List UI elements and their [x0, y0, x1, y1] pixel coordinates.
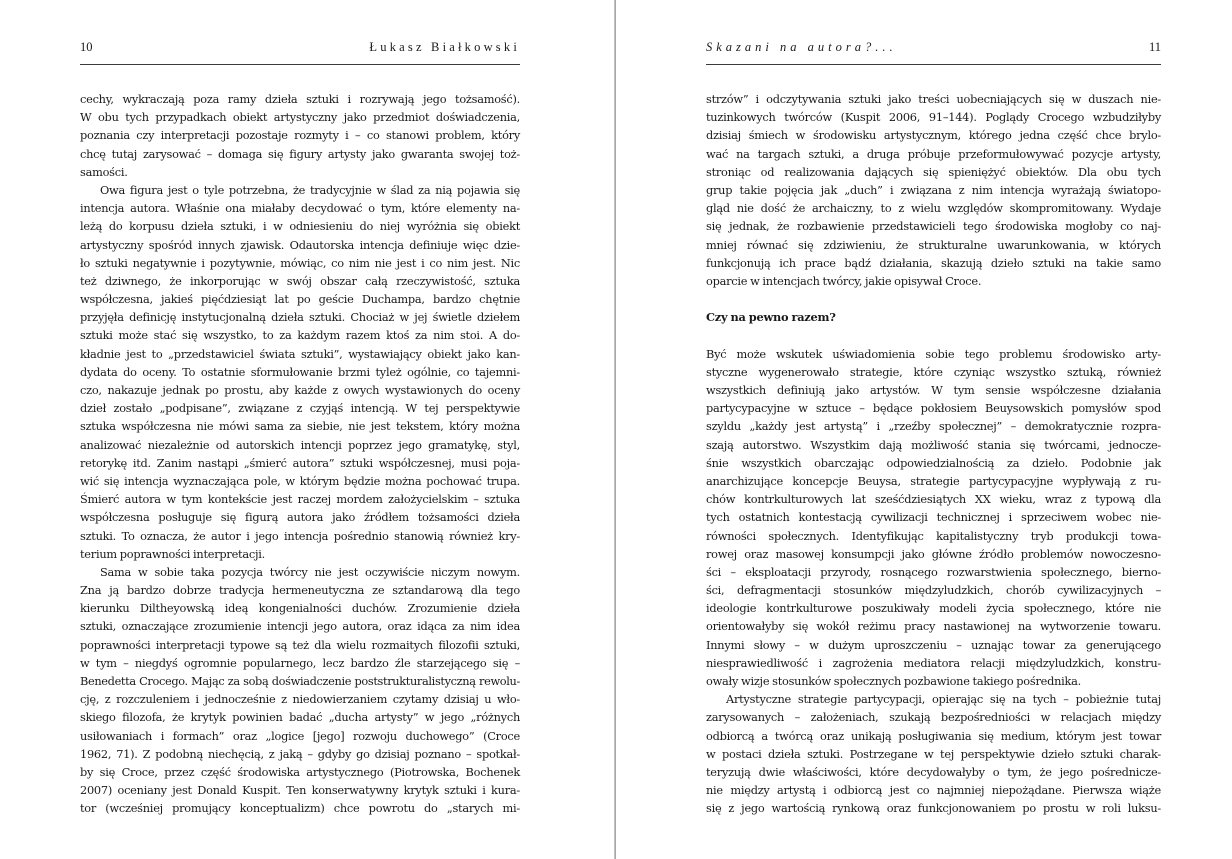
text-line: funkcjonują ich prace bądź działania, skazują dzieło sztuki na takie samo	[706, 255, 1161, 270]
text-line: rowej oraz masowej konsumpcji jako główne źródło problemów nowoczesno-	[706, 546, 1161, 561]
text-line: teryzują dwie właściwości, które decydowałyby o tym, że jego pośrednicze-	[706, 764, 1161, 779]
left-page	[0, 0, 615, 859]
page-number: 11	[1148, 40, 1161, 54]
text-line: cję, z rozczuleniem i jednocześnie z niedowierzaniem czytamy dzisiaj u wło-	[80, 692, 520, 707]
text-line: 2007) oceniany jest Donald Kuspit. Ten konserwatywny krytyk sztuki i kura-	[80, 783, 520, 798]
right-page	[616, 0, 1231, 859]
text-line: dydata do oceny. To ostatnie sformułowanie brzmi tyleż ogólnie, co tajemni-	[80, 364, 520, 379]
text-line: by się Croce, przez część środowiska artystycznego (Piotrowska, Bochenek	[80, 764, 520, 779]
text-line: szają autorstwo. Wszystkim dają możliwość stania się twórcami, jednocze-	[706, 437, 1161, 452]
text-line: współczesna, jakieś pięćdziesiąt lat po geście Duchampa, bardzo chętnie	[80, 292, 520, 307]
text-line: Być może wskutek uświadomienia sobie tego problemu środowisko arty-	[706, 346, 1161, 361]
text-line: Śmierć autora w tym kontekście jest raczej mordem założycielskim – sztuka	[80, 492, 520, 507]
text-line: leżą do korpusu dzieła sztuki, i w odniesieniu do niej wyróżnia się obiekt	[80, 219, 520, 234]
text-line: cechy, wykraczają poza ramy dzieła sztuki i rozrywają jego tożsamość).	[80, 92, 520, 106]
text-line: śnie wszystkich obarczając odpowiedzialnością za dzieło. Podobnie jak	[706, 455, 1161, 470]
text-line: czo, nakazuje jednak po prostu, aby każde z owych wystawionych do oceny	[80, 383, 520, 397]
text-line: tor (wcześniej promujący konceptualizm) chce powrotu do „starych mi-	[80, 801, 520, 816]
text-line: wić się intencja wyznaczająca pole, w którym będzie można pochować trupa.	[80, 473, 520, 488]
text-line: samości.	[80, 164, 128, 179]
text-line: tuzinkowych twórców (Kuspit 2006, 91–144). Poglądy Crocego wzbudziłyby	[706, 110, 1161, 125]
section-heading: Czy na pewno razem?	[706, 310, 836, 325]
text-line: tych ostatnich kontestacją cywilizacji technicznej i sprzeciwem wobec nie-	[706, 510, 1161, 525]
text-line: anarchizujące koncepcje Beuysa, strategie partycypacyjne wypływają z ru-	[706, 473, 1161, 488]
text-line: Zna ją bardzo dobrze tradycja hermeneutyczna ze sztandarową dla tego	[80, 583, 520, 598]
text-line: stroniąc od realizowania dających się spieniężyć obiektów. Dla obu tych	[706, 164, 1161, 179]
text-line: szyldu „każdy jest artystą” i „rzeźby społecznej” – demokratycznie rozpra-	[706, 419, 1161, 434]
text-line: kierunku Diltheyowską ideą kongenialności duchów. Zrozumienie dzieła	[80, 601, 520, 616]
text-line: gląd nie dość że archaiczny, to z wielu względów skompromitowany. Wydaje	[706, 201, 1161, 216]
text-line: usiłowaniach i formach” oraz „logice [jego] rozwoju duchowego” (Croce	[80, 728, 520, 743]
text-line: niesprawiedliwość i zagrożenia mediatora relacji międzyludzkich, konstru-	[706, 655, 1161, 670]
text-line: sztuka współczesna nie mówi sama za siebie, nie jest tekstem, który można	[80, 419, 520, 434]
header-rule	[706, 64, 1161, 65]
text-line: terium poprawności interpretacji.	[80, 546, 265, 561]
running-head-title: Skazani na autora?...	[706, 40, 897, 54]
text-line: równości społecznych. Identyfikując kapitalistyczny tryb produkcji towa-	[706, 528, 1161, 543]
text-line: się z jego wartością rynkową oraz funkcjonowaniem po prostu w roli luksu-	[706, 801, 1161, 816]
text-line: przyjęła definicję instytucjonalną dzieła sztuki. Chociaż w jej świetle dziełem	[80, 310, 520, 325]
text-line: W obu tych przypadkach obiekt artystyczny jako przedmiot doświadczenia,	[80, 110, 520, 125]
text-line: styczne wygenerowało strategie, które czyniąc wszystko sztuką, również	[706, 364, 1161, 379]
text-line: w tym – niegdyś ogromnie popularnego, lecz bardzo źle starzejącego się –	[80, 655, 520, 670]
text-line: oparcie w intencjach twórcy, jakie opisywał Croce.	[706, 273, 982, 288]
text-line: sztuki. To oznacza, że autor i jego intencja pośrednio stanowią również kry-	[80, 528, 520, 543]
text-line: poznania czy interpretacji pozostaje rozmyty i – co stanowi problem, który	[80, 128, 520, 143]
body-text	[706, 90, 1161, 818]
running-head-author: Łukasz Białkowski	[369, 40, 520, 54]
text-line: sztuki może stać się wszystko, to za każdym razem ktoś za nim stoi. A do-	[80, 328, 520, 343]
text-line: Innymi słowy – w dużym uproszczeniu – uznając towar za generującego	[706, 637, 1161, 652]
text-line: chcę tutaj zarysować – domaga się figury artysty jako gwaranta swojej toż-	[80, 146, 520, 161]
text-line: Owa figura jest o tyle potrzebna, że tradycyjnie w ślad za nią pojawia się	[100, 182, 520, 197]
text-line: retorykę itd. Zanim nastąpi „śmierć autora” sztuki współczesnej, musi poja-	[80, 455, 520, 470]
text-line: zarysowanych – założeniach, szukają bezpośredniości w relacjach między	[706, 710, 1161, 725]
text-line: chów kontrkulturowych lat sześćdziesiątych XX wieku, wraz z typową dla	[706, 492, 1161, 507]
text-line: owały wizje stosunków społecznych pozbawione takiego pośrednika.	[706, 674, 1082, 688]
text-line: się jednak, że rozbawienie przedstawicieli tego środowiska mogłoby co naj-	[706, 219, 1161, 234]
body-text	[80, 90, 520, 818]
text-line: odbiorcą a twórcą oraz unikają posługiwania się medium, którym jest towar	[706, 728, 1161, 743]
text-line: wszystkich definiują jako artystów. W tym sensie współczesne działania	[706, 383, 1161, 397]
text-line: też dziwnego, że inkorporując w swój obszar całą rzeczywistość, sztuka	[80, 273, 520, 288]
text-line: orientowałyby się wokół reżimu pracy nastawionej na wytworzenie towaru.	[706, 619, 1161, 634]
text-line: sztuki, oznaczające zrozumienie intencji jego autora, oraz idąca za nim idea	[80, 619, 520, 634]
page-number: 10	[80, 40, 93, 54]
text-line: artystyczny spośród innych zjawisk. Odautorska intencja definiuje więc dzie-	[80, 237, 520, 252]
text-line: Artystyczne strategie partycypacji, opierając się na tych – pobieżnie tutaj	[726, 692, 1161, 707]
text-line: Benedetta Crocego. Mając za sobą doświadczenie poststrukturalistyczną rewolu-	[80, 674, 520, 688]
text-line: strzów” i odczytywania sztuki jako treści uobecniających się w duszach nie-	[706, 92, 1161, 106]
text-line: ści, defragmentacji stosunków międzyludzkich, chorób cywilizacyjnych –	[706, 583, 1161, 598]
spacer	[706, 326, 1161, 344]
text-line: dzisiaj śmiech w środowisku artystycznym, którego jedna część chce brylo-	[706, 128, 1161, 143]
text-line: nie między artystą i odbiorcą jest co najmniej niepożądane. Pierwsza wiąże	[706, 783, 1161, 798]
text-line: mniej równać się zdziwieniu, że strukturalne uwarunkowania, w których	[706, 237, 1161, 252]
text-line: 1962, 71). Z podobną niechęcią, z jaką – gdyby go dzisiaj poznano – spotkał-	[80, 746, 520, 761]
text-line: ści – eksploatacji przyrody, rosnącego rozwarstwienia społecznego, bierno-	[706, 564, 1161, 579]
text-line: współczesna posługuje się figurą autora jako źródłem tożsamości dzieła	[80, 510, 520, 525]
page-header	[706, 40, 1161, 60]
text-line: ło sztuki negatywnie i pozytywnie, mówiąc, co nim nie jest i co nim jest. Nic	[80, 255, 520, 270]
text-line: w postaci dzieła sztuki. Postrzegane w tej perspektywie dzieło sztuki charak-	[706, 746, 1161, 761]
text-line: skiego filozofa, że krytyk powinien badać „ducha artysty” w jego „różnych	[80, 710, 520, 725]
text-line: partycypacyjne w sztuce – będące pokłosiem Beuysowskich pomysłów spod	[706, 401, 1161, 416]
text-line: dzieł zostało „podpisane”, związane z czyjąś intencją. W tej perspektywie	[80, 401, 520, 416]
header-rule	[80, 64, 520, 65]
spacer	[706, 290, 1161, 308]
text-line: analizować niezależnie od autorskich intencji poprzez jego gramatykę, styl,	[80, 437, 520, 452]
text-line: Sama w sobie taka pozycja twórcy nie jest oczywiście niczym nowym.	[100, 564, 520, 579]
text-line: grup takie pojęcia jak „duch” i związana z nim intencja wyrażają światopo-	[706, 182, 1161, 197]
text-line: intencja autora. Właśnie ona miałaby decydować o tym, które elementy na-	[80, 201, 520, 216]
text-line: wać na targach sztuki, a druga próbuje przeformułowywać pozycje artysty,	[706, 146, 1161, 161]
text-line: kładnie jest to „przedstawiciel świata sztuki”, wystawiający obiekt jako kan-	[80, 346, 520, 361]
page-header	[80, 40, 520, 60]
text-line: poprawności interpretacji typowe są też dla wielu rozmaitych filozofii sztuki,	[80, 637, 520, 652]
text-line: ideologie kontrkulturowe poszukiwały modeli życia społecznego, które nie	[706, 601, 1161, 616]
